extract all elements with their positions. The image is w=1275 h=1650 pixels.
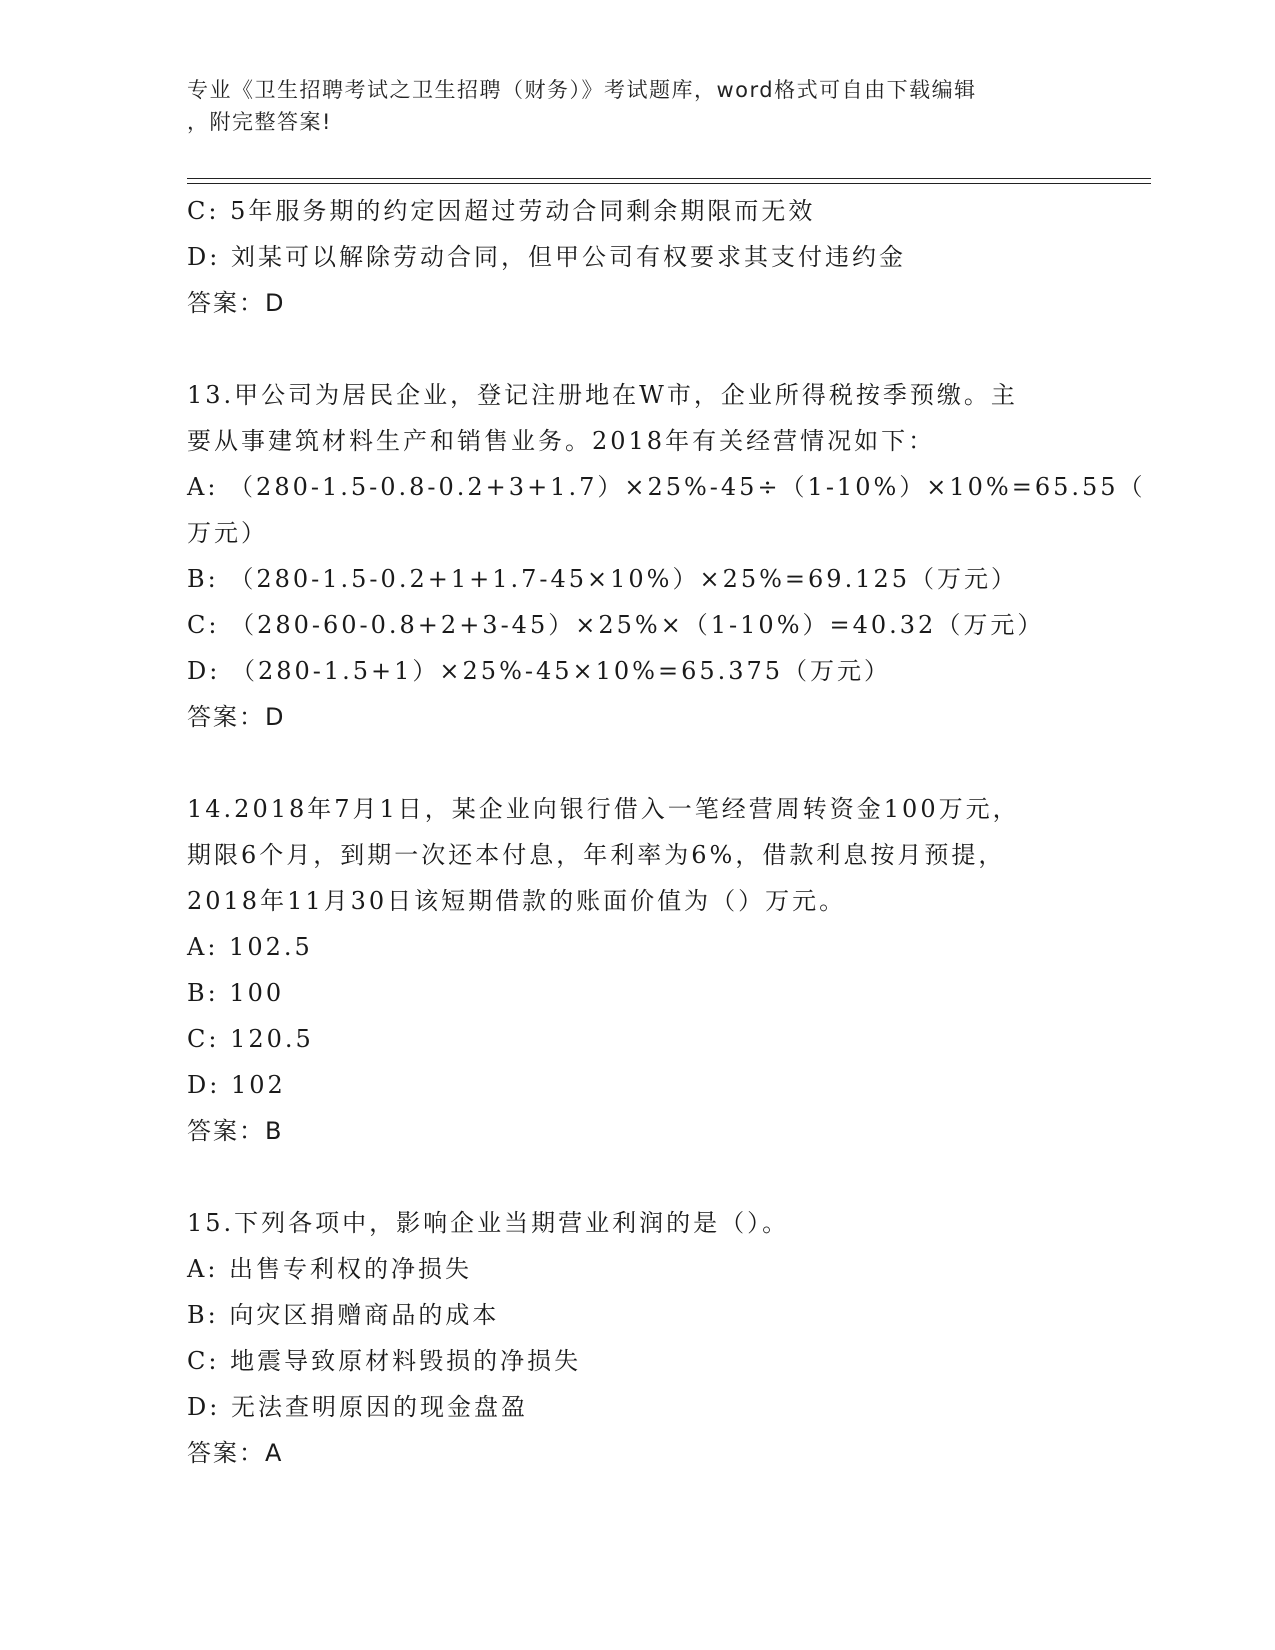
spacer xyxy=(187,1154,1087,1200)
option-c: C: （280-60-0.8+2+3-45）×25%×（1-10%）=40.32（万元） xyxy=(187,611,1045,639)
question-15 xyxy=(187,1200,1087,1476)
answer-line: 答案：A xyxy=(187,1439,284,1467)
option-d: D: 刘某可以解除劳动合同，但甲公司有权要求其支付违约金 xyxy=(187,243,906,271)
answer-line: 答案：D xyxy=(187,289,286,317)
option-b: B: 100 xyxy=(187,979,285,1007)
header-line-1: 专业《卫生招聘考试之卫生招聘（财务）》考试题库，word格式可自由下载编辑 xyxy=(187,78,977,102)
answer-line: 答案：B xyxy=(187,1117,284,1145)
question-stem: 15.下列各项中，影响企业当期营业利润的是（）。 xyxy=(187,1209,790,1237)
option-b: B: （280-1.5-0.2+1+1.7-45×10%）×25%=69.125（万元） xyxy=(187,565,1019,593)
option-b: B: 向灾区捐赠商品的成本 xyxy=(187,1301,500,1329)
question-stem: 13.甲公司为居民企业，登记注册地在W市，企业所得税按季预缴。主 xyxy=(187,381,1018,409)
question-13 xyxy=(187,372,1146,740)
question-list xyxy=(187,188,1146,1476)
option-c: C: 120.5 xyxy=(187,1025,314,1053)
question-stem: 要从事建筑材料生产和销售业务。2018年有关经营情况如下： xyxy=(187,427,936,455)
option-d: D: （280-1.5+1）×25%-45×10%=65.375（万元） xyxy=(187,657,892,685)
option-a-continued: 万元） xyxy=(187,519,268,547)
option-c: C: 地震导致原材料毁损的净损失 xyxy=(187,1347,582,1375)
question-stem: 2018年11月30日该短期借款的账面价值为（）万元。 xyxy=(187,887,847,915)
option-a: A: （280-1.5-0.8-0.2+3+1.7）×25%-45÷（1-10%）×10%=65.55（ xyxy=(187,473,1146,501)
spacer xyxy=(187,326,1087,372)
spacer xyxy=(187,740,1087,786)
answer-line: 答案：D xyxy=(187,703,286,731)
option-c: C: 5年服务期的约定因超过劳动合同剩余期限而无效 xyxy=(187,197,816,225)
header-line-2: ，附完整答案! xyxy=(187,110,332,134)
question-12-tail xyxy=(187,188,1087,326)
page-header xyxy=(187,74,1067,138)
question-14 xyxy=(187,786,1087,1154)
option-d: D: 无法查明原因的现金盘盈 xyxy=(187,1393,528,1421)
question-stem: 14.2018年7月1日，某企业向银行借入一笔经营周转资金100万元， xyxy=(187,795,1020,823)
header-divider-top xyxy=(187,178,1151,179)
option-a: A: 102.5 xyxy=(187,933,313,961)
option-d: D: 102 xyxy=(187,1071,286,1099)
header-divider-bottom xyxy=(187,183,1151,184)
question-stem: 期限6个月，到期一次还本付息，年利率为6%，借款利息按月预提， xyxy=(187,841,1006,869)
option-a: A: 出售专利权的净损失 xyxy=(187,1255,473,1283)
